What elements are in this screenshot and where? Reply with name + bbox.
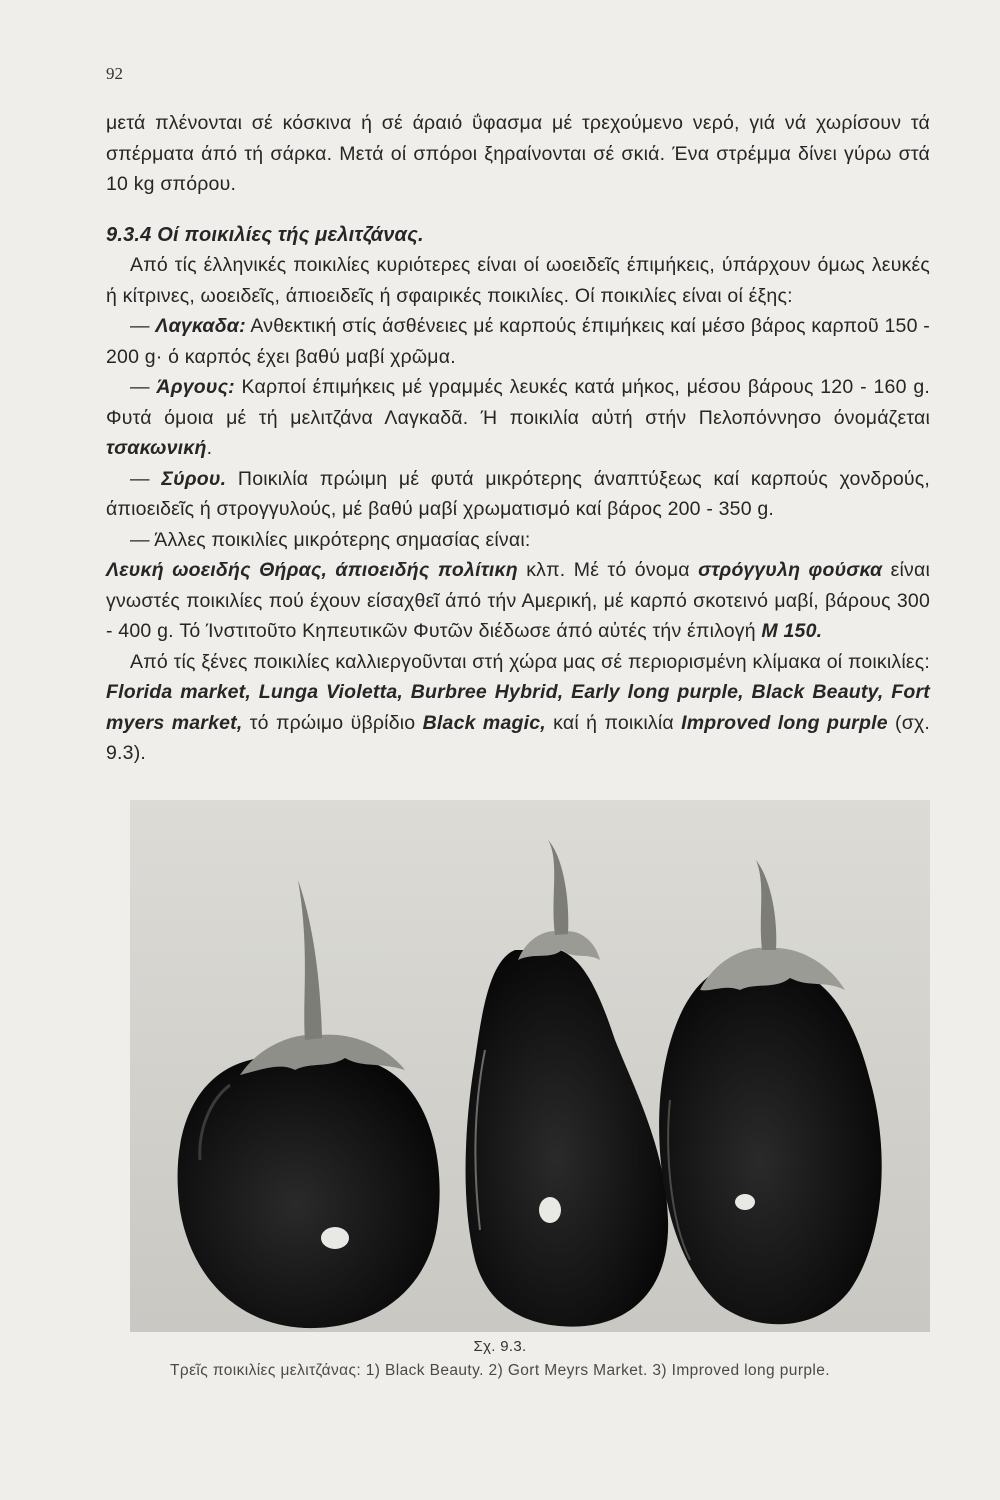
figure-caption: Τρεῖς ποικιλίες μελιτζάνας: 1) Black Beauty. 2) Gort Meyrs Market. 3) Improved long purple. [170, 1362, 830, 1379]
body-text [106, 108, 930, 769]
figure-label: Σχ. 9.3. [473, 1338, 527, 1355]
variety-name: Άργους: [156, 376, 235, 398]
other-varieties-intro: — Άλλες ποικιλίες μικρότερης σημασίας είναι: [130, 528, 531, 551]
page-number: 92 [106, 64, 123, 83]
section-heading: 9.3.4 Οί ποικιλίες τής μελιτζάνας. [106, 223, 424, 246]
variety-lagkada: — Λαγκαδα: Ανθεκτική στίς άσθένειες μέ καρπούς έπιμήκεις καί μέσο βάρος καρποῦ 150 - 200 g· ό καρπός έχει βαθύ μαβί χρῶμα. [106, 315, 931, 368]
intro-paragraph: μετά πλένονται σέ κόσκινα ή σέ άραιό ΰφασμα μέ τρεχούμενο νερό, γιά νά χωρίσουν τά σπέρματα άπό τή σάρκα. Μετά οί σπόροι ξηραίνονται σέ σκιά. Ένα στρέμμα δίνει γύρω στά 10 kg σπόρου. [106, 112, 930, 195]
foreign-varieties: Από τίς ξένες ποικιλίες καλλιεργοῦνται στή χώρα μας σέ περιορισμένη κλίμακα οί ποικιλίες: Florida market, Lunga Violetta, Burbree Hybrid, Early long purple, Black Beauty, Fort myers market, τό πρώιμο ϋβρίδιο Black magic, καί ή ποικιλία Improved long purple (σχ. 9.3). [106, 650, 930, 764]
other-varieties: Λευκή ωοειδής Θήρας, άπιοειδής πολίτικη κλπ. Μέ τό όνομα στρόγγυλη φούσκα είναι γνωστές ποικιλίες πού έχουν είσαχθεῖ άπό τήν Αμερική, μέ καρπό σκοτεινό μαβί, βάρους 300 - 400 g. Τό Ίνστιτοῦτο Κηπευτικῶν Φυτῶν διέδωσε άπό αὐτές τήν έπιλογή Μ 150. [106, 559, 931, 642]
variety-name: Λαγκαδα: [155, 315, 246, 337]
variety-argous: — Άργους: Καρποί έπιμήκεις μέ γραμμές λευκές κατά μήκος, μέσου βάρους 120 - 160 g. Φυτά όμοια μέ τή μελιτζάνα Λαγκαδᾶ. Ή ποικιλία αὐτή στήν Πελοπόννησο όνομάζεται τσακωνική. [106, 376, 930, 459]
variety-name: Σύρου. [161, 467, 227, 490]
figure-eggplants-photo [130, 800, 930, 1332]
variety-syrou: — Σύρου. Ποικιλία πρώιμη μέ φυτά μικρότερης άναπτύξεως καί καρπούς χονδρούς, άπιοειδεῖς ή στρογγυλούς, μέ βαθύ μαβί χρωματισμό καί βάρος 200 - 350 g. [106, 467, 930, 520]
section-intro: Από τίς έλληνικές ποικιλίες κυριότερες είναι οί ωοειδεῖς έπιμήκεις, ύπάρχουν όμως λευκές ή κίτρινες, ωοειδεῖς, άπιοειδεῖς ή σφαιρικές ποικιλίες. Οί ποικιλίες είναι οί έξης: [106, 254, 930, 307]
